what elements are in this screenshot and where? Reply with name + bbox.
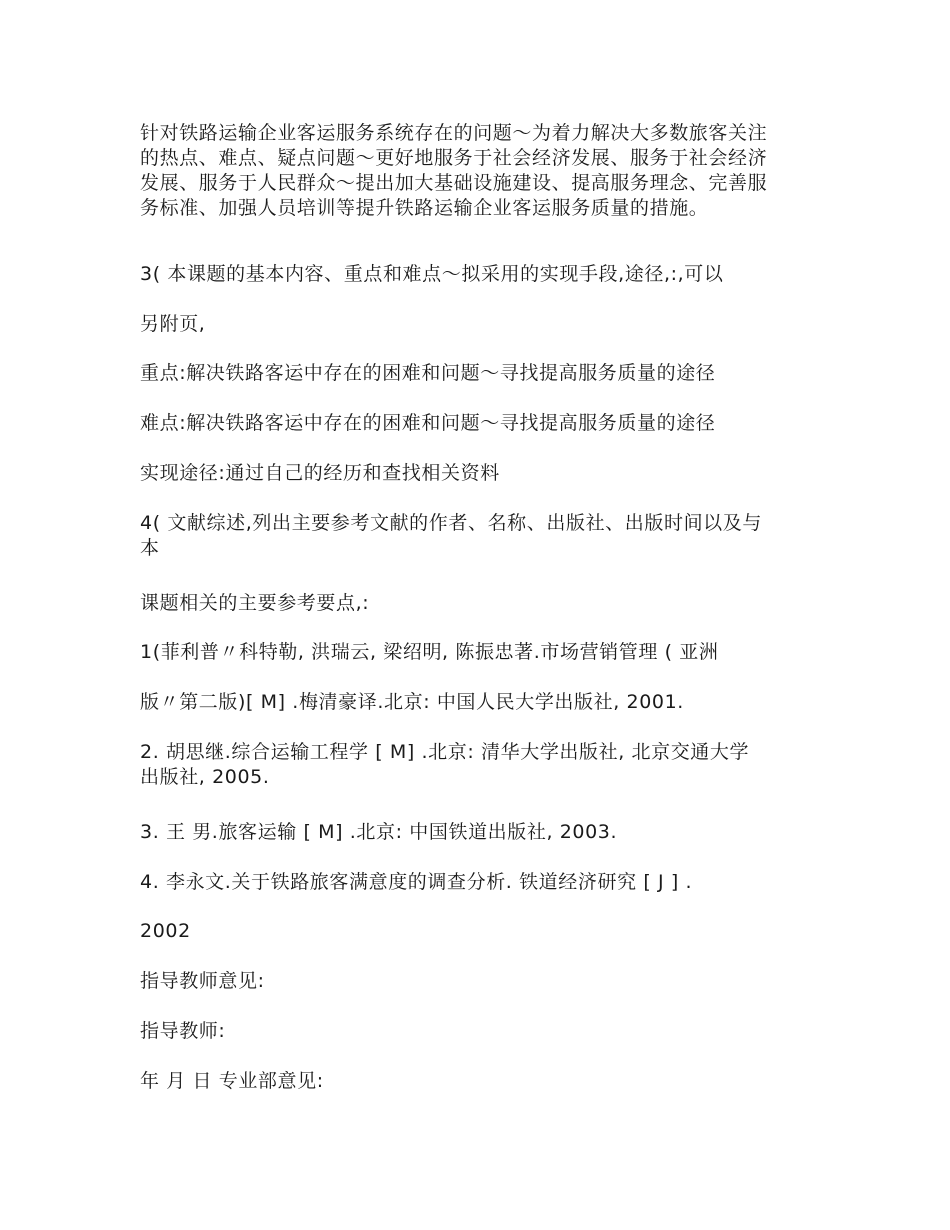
intro-line: 的热点、难点、疑点问题～更好地服务于社会经济发展、服务于社会经济 xyxy=(140,147,768,169)
section4-heading xyxy=(140,511,815,561)
section4-heading-line: 4( 文献综述,列出主要参考文献的作者、名称、出版社、出版时间以及与 xyxy=(140,512,762,534)
date-dept-opinion-label: 年 月 日 专业部意见: xyxy=(140,1070,324,1092)
reference-2 xyxy=(140,740,815,790)
section3-attach-note: 另附页, xyxy=(140,313,206,335)
advisor-label: 指导教师: xyxy=(140,1020,226,1042)
key-point: 重点:解决铁路客运中存在的困难和问题～寻找提高服务质量的途径 xyxy=(140,362,716,384)
reference-2-line: 2. 胡思继.综合运输工程学 [ M] .北京: 清华大学出版社, 北京交通大学 xyxy=(140,741,750,763)
section4-heading-line: 本 xyxy=(140,537,160,559)
reference-4: 4. 李永文.关于铁路旅客满意度的调查分析. 铁道经济研究 [ J ] . xyxy=(140,871,693,893)
intro-line: 发展、服务于人民群众～提出加大基础设施建设、提高服务理念、完善服 xyxy=(140,172,768,194)
advisor-opinion-label: 指导教师意见: xyxy=(140,970,265,992)
difficulty: 难点:解决铁路客运中存在的困难和问题～寻找提高服务质量的途径 xyxy=(140,412,716,434)
intro-line: 针对铁路运输企业客运服务系统存在的问题～为着力解决大多数旅客关注 xyxy=(140,122,768,144)
approach: 实现途径:通过自己的经历和查找相关资料 xyxy=(140,462,500,484)
reference-4-year: 2002 xyxy=(140,920,191,942)
section3-heading: 3( 本课题的基本内容、重点和难点～拟采用的实现手段,途径,:,可以 xyxy=(140,263,724,285)
section4-heading-cont: 课题相关的主要参考要点,: xyxy=(140,592,370,614)
reference-3: 3. 王 男.旅客运输 [ M] .北京: 中国铁道出版社, 2003. xyxy=(140,821,618,843)
reference-1-line1: 1(菲利普〃科特勒, 洪瑞云, 梁绍明, 陈振忠著.市场营销管理 ( 亚洲 xyxy=(140,641,719,663)
reference-1-line2: 版〃第二版)[ M] .梅清豪译.北京: 中国人民大学出版社, 2001. xyxy=(140,691,684,713)
intro-line: 务标准、加强人员培训等提升铁路运输企业客运服务质量的措施。 xyxy=(140,197,709,219)
reference-2-line: 出版社, 2005. xyxy=(140,766,270,788)
intro-paragraph xyxy=(140,121,815,221)
